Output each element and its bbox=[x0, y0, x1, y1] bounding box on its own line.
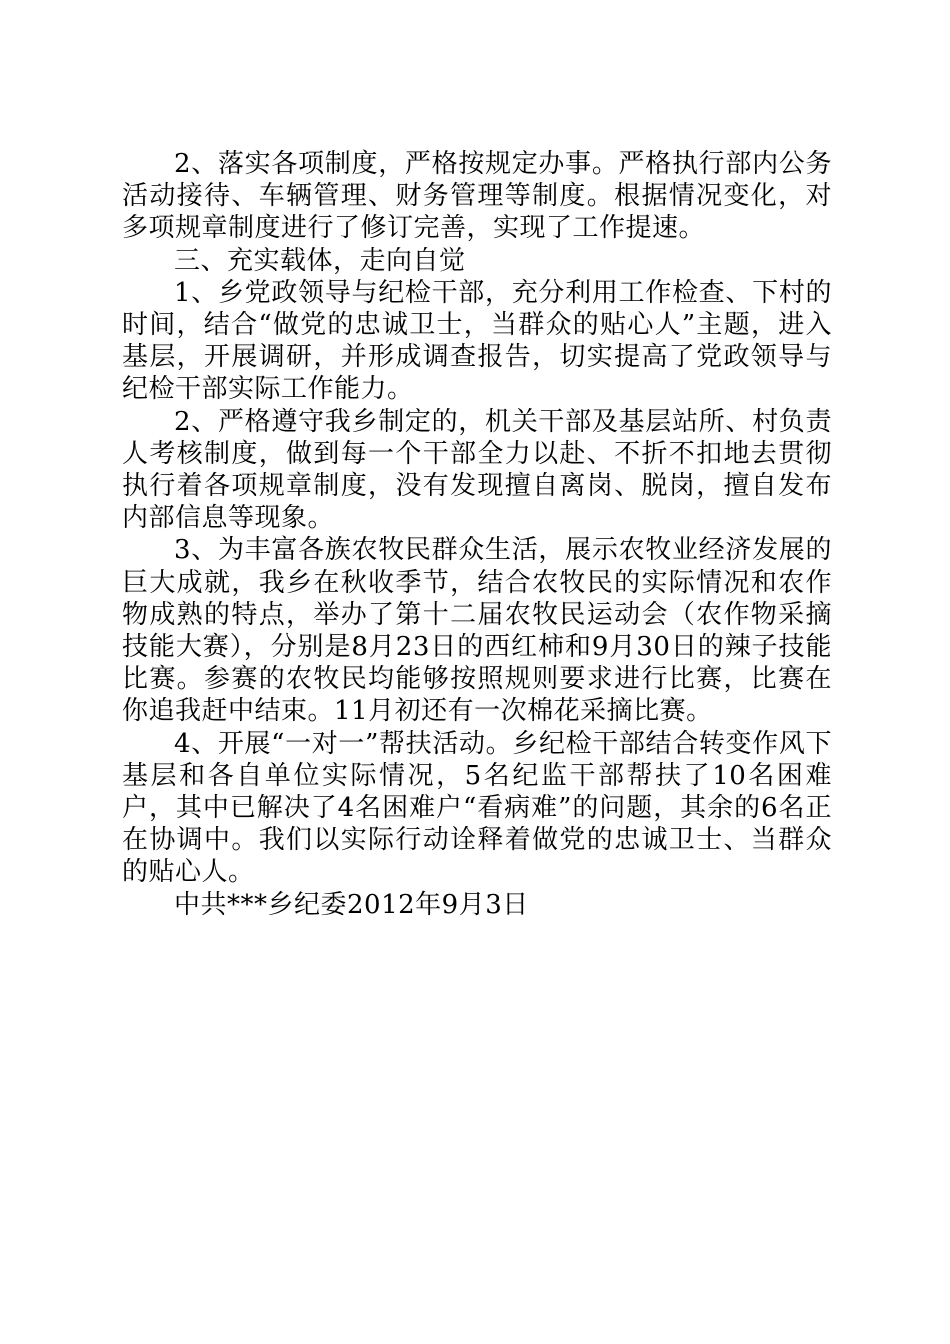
paragraph-grassroots-research: 1、乡党政领导与纪检干部，充分利用工作检查、下村的时间，结合“做党的忠诚卫士，当群众的贴心人”主题，进入基层，开展调研，并形成调查报告，切实提高了党政领导与纪检干部实际工作能力。 bbox=[122, 277, 832, 405]
section-heading: 三、充实载体，走向自觉 bbox=[174, 245, 466, 276]
signature-date: 中共***乡纪委2012年9月3日 bbox=[174, 889, 529, 920]
paragraph-one-on-one-assistance: 4、开展“一对一”帮扶活动。乡纪检干部结合转变作风下基层和各自单位实际情况，5名纪监干部帮扶了10名困难户，其中已解决了4名困难户“看病难”的问题，其余的6名正在协调中。我们以实际行动诠释着做党的忠诚卫士、当群众的贴心人。 bbox=[122, 728, 832, 888]
paragraph-assessment-system: 2、严格遵守我乡制定的，机关干部及基层站所、村负责人考核制度，做到每一个干部全力以赴、不折不扣地去贯彻执行着各项规章制度，没有发现擅自离岗、脱岗，擅自发布内部信息等现象。 bbox=[122, 406, 832, 534]
paragraph-sports-meeting: 3、为丰富各族农牧民群众生活，展示农牧业经济发展的巨大成就，我乡在秋收季节，结合农牧民的实际情况和农作物成熟的特点，举办了第十二届农牧民运动会（农作物采摘技能大赛），分别是8月23日的西红柿和9月30日的辣子技能比赛。参赛的农牧民均能够按照规则要求进行比赛，比赛在你追我赶中结束。11月初还有一次棉花采摘比赛。 bbox=[122, 535, 832, 727]
document-body bbox=[122, 148, 832, 921]
paragraph-system-implementation: 2、落实各项制度，严格按规定办事。严格执行部内公务活动接待、车辆管理、财务管理等制度。根据情况变化，对多项规章制度进行了修订完善，实现了工作提速。 bbox=[122, 149, 832, 244]
